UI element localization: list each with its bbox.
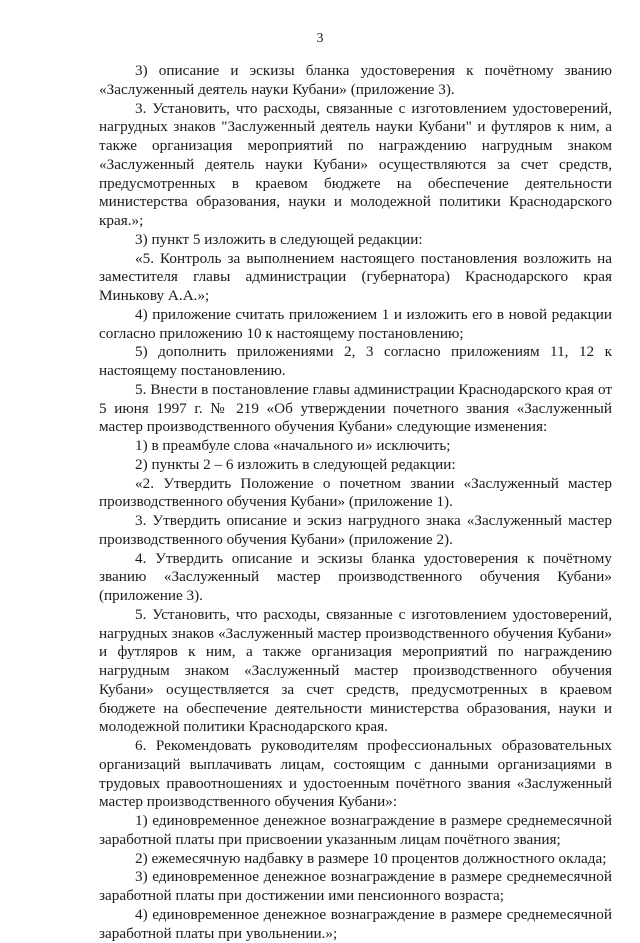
paragraph: 5) дополнить приложениями 2, 3 согласно приложениям 11, 12 к настоящему постановлению. <box>99 343 612 379</box>
paragraph: 2) ежемесячную надбавку в размере 10 процентов должностного оклада; <box>135 849 607 867</box>
paragraph: 3. Утвердить описание и эскиз нагрудного знака «Заслуженный мастер производственного обучения Кубани» (приложение 2). <box>99 512 612 548</box>
paragraph: 1) в преамбуле слова «начального и» исключить; <box>135 437 451 454</box>
paragraph: 5. Внести в постановление главы администрации Краснодарского края от 5 июня 1997 г. № 219 «Об утверждении почетного звания «Заслуженный мастер производственного обучения Кубани» следующие изменения: <box>99 380 612 436</box>
document-body <box>99 62 612 943</box>
paragraph: 6. Рекомендовать руководителям профессиональных образовательных организаций выплачивать лицам, состоящим с данными организациями в трудовых правоотношениях и удостоенным почётного звания «Заслуженный мастер производственного обучения Кубани»: <box>99 737 612 811</box>
paragraph: 4) единовременное денежное вознаграждение в размере среднемесячной заработной платы при увольнении.»; <box>99 905 612 942</box>
paragraph: 2) пункты 2 – 6 изложить в следующей редакции: <box>135 455 456 473</box>
paragraph: 1) единовременное денежное вознаграждение в размере среднемесячной заработной платы при присвоении указанным лицам почётного звания; <box>99 812 612 848</box>
paragraph: «2. Утвердить Положение о почетном звании «Заслуженный мастер производственного обучения Кубани» (приложение 1). <box>99 474 612 511</box>
paragraph: 4. Утвердить описание и эскизы бланка удостоверения к почётному званию «Заслуженный мастер производственного обучения Кубани» (приложение 3). <box>99 549 612 604</box>
paragraph: 3) описание и эскизы бланка удостоверения к почётному званию «Заслуженный деятель науки Кубани» (приложение 3). <box>99 62 612 98</box>
paragraph: 5. Установить, что расходы, связанные с изготовлением удостоверений, нагрудных знаков «Заслуженный мастер производственного обучения Кубани» и футляров к ним, а также организация мероприятий по награждению нагрудным знаком «Заслуженный мастер производственного обучения Кубани» осуществляется за счет средств, предусмотренных в краевом бюджете на обеспечение деятельности министерства образования, науки и молодежной политики Краснодарского края. <box>99 605 612 736</box>
paragraph: 3) пункт 5 изложить в следующей редакции: <box>135 230 423 248</box>
paragraph: «5. Контроль за выполнением настоящего постановления возложить на заместителя главы администрации (губернатора) Краснодарского края Минькову А.А.»; <box>99 249 612 304</box>
paragraph: 3. Установить, что расходы, связанные с изготовлением удостоверений, нагрудных знаков "Заслуженный деятель науки Кубани" и футляров к ним, а также организация мероприятий по награждению нагрудным знаком «Заслуженный деятель науки Кубани» осуществляются за счет средств, предусмотренных в краевом бюджете на обеспечение деятельности министерства образования, науки и молодежной политики Краснодарского края.»; <box>99 99 612 229</box>
paragraph: 3) единовременное денежное вознаграждение в размере среднемесячной заработной платы при достижении ими пенсионного возраста; <box>99 868 612 904</box>
paragraph: 4) приложение считать приложением 1 и изложить его в новой редакции согласно приложению 10 к настоящему постановлению; <box>99 305 612 342</box>
page-number: 3 <box>316 31 324 46</box>
